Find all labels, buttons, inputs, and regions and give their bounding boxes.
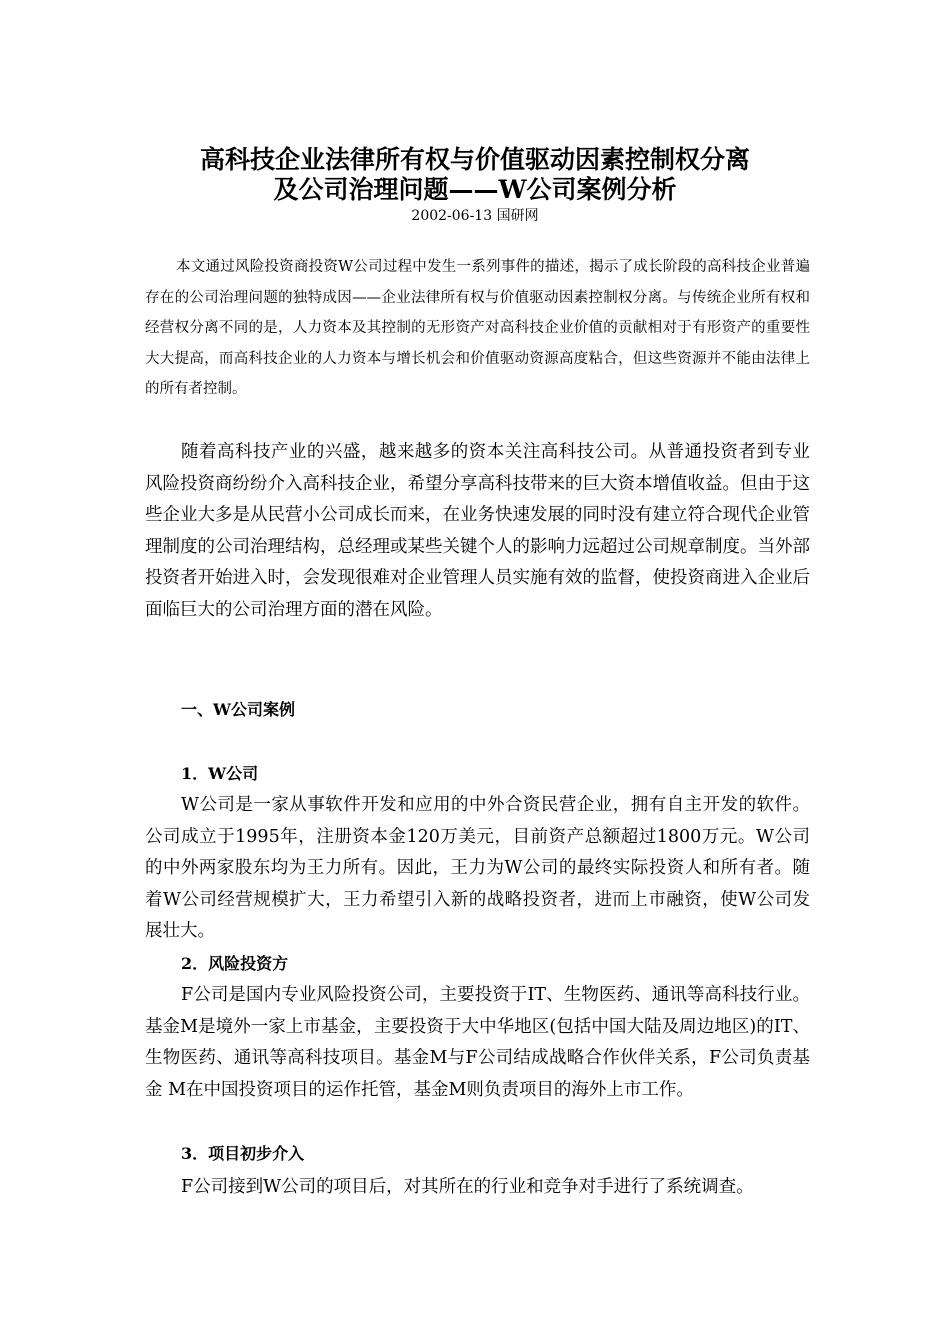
subheading-venture-investor: 2．风险投资方 [181, 954, 289, 973]
venture-investor-paragraph: F公司是国内专业风险投资公司，主要投资于IT、生物医药、通讯等高科技行业。基金M是境外一家上市基金，主要投资于大中华地区(包括中国大陆及周边地区)的IT、生物医药、通讯等高科技项目。基金M与F公司结成战略合作伙伴关系，F公司负责基金 M在中国投资项目的运作托管，基金M则负责项目的海外上市工作。 [145, 985, 810, 1100]
section-heading-w-company-case: 一、W公司案例 [181, 700, 295, 719]
subheading-w-company: 1．W公司 [181, 764, 259, 783]
subheading-initial-involvement: 3．项目初步介入 [181, 1144, 305, 1163]
initial-involvement-paragraph: F公司接到W公司的项目后，对其所在的行业和竞争对手进行了系统调查。 [181, 1177, 754, 1197]
document-title-line-2: 及公司治理问题——W公司案例分析 [273, 175, 677, 204]
intro-paragraph: 随着高科技产业的兴盛，越来越多的资本关注高科技公司。从普通投资者到专业风险投资商纷纷介入高科技企业，希望分享高科技带来的巨大资本增值收益。但由于这些企业大多是从民营小公司成长而来，在业务快速发展的同时没有建立符合现代企业管理制度的公司治理结构，总经理或某些关键个人的影响力远超过公司规章制度。当外部投资者开始进入时，会发现很难对企业管理人员实施有效的监督，使投资商进入企业后面临巨大的公司治理方面的潜在风险。 [145, 442, 810, 620]
abstract-paragraph: 本文通过风险投资商投资W公司过程中发生一系列事件的描述，揭示了成长阶段的高科技企业普遍存在的公司治理问题的独特成因——企业法律所有权与价值驱动因素控制权分离。与传统企业所有权和经营权分离不同的是，人力资本及其控制的无形资产对高科技企业价值的贡献相对于有形资产的重要性大大提高，而高科技企业的人力资本与增长机会和价值驱动资源高度粘合，但这些资源并不能由法律上的所有者控制。 [145, 259, 810, 397]
w-company-paragraph: W公司是一家从事软件开发和应用的中外合资民营企业，拥有自主开发的软件。公司成立于1995年，注册资本金120万美元，目前资产总额超过1800万元。W公司的中外两家股东均为王力所有。因此，王力为W公司的最终实际投资人和所有者。随着W公司经营规模扩大，王力希望引入新的战略投资者，进而上市融资，使W公司发展壮大。 [145, 795, 810, 941]
document-dateline: 2002-06-13 国研网 [411, 208, 539, 224]
document-title-line-1: 高科技企业法律所有权与价值驱动因素控制权分离 [199, 145, 750, 174]
